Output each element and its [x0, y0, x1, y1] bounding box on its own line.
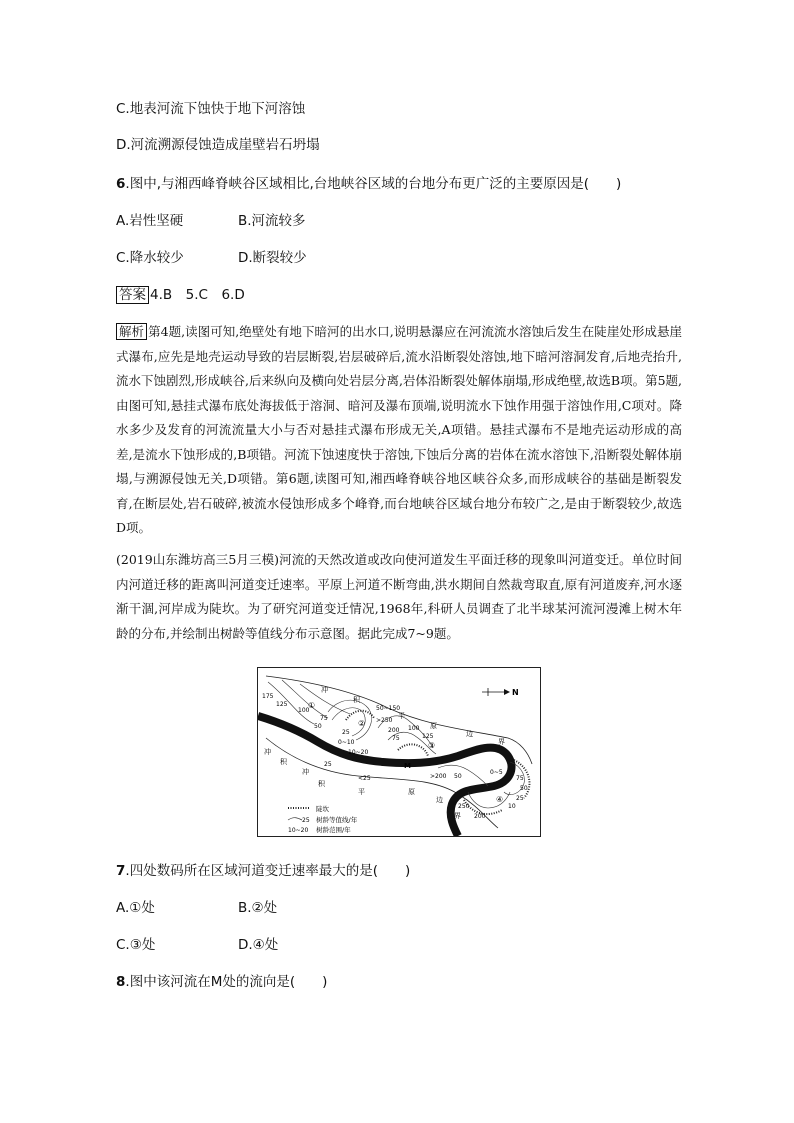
- label-25a: 25: [342, 729, 350, 736]
- answer-text: 4.B 5.C 6.D: [150, 287, 245, 303]
- question-6-number: 6: [116, 176, 126, 192]
- legend-iso-label: 树龄等值线/年: [316, 816, 358, 824]
- question-6-text: .图中,与湘西峰脊峡谷区域相比,台地峡谷区域的台地分布更广泛的主要原因是( ): [125, 176, 622, 192]
- analysis-text: 第4题,读图可知,绝壁处有地下暗河的出水口,说明悬瀑应在河流流水溶蚀后发生在陡崖处形成悬崖式瀑布,应先是地壳运动导致的岩层断裂,岩层破碎后,流水沿断裂处溶蚀,地下暗河溶洞发育,后地壳抬升,流水下蚀剧烈,形成峡谷,后来纵向及横向处岩层分离,岩体沿断裂处解体崩塌,形成绝壁,故选B项。第5题,由图可知,悬挂式瀑布底处海拔低于溶洞、暗河及瀑布顶端,说明流水下蚀作用强于溶蚀作用,C项对。降水多少及发育的河流流量大小与否对悬挂式瀑布形成无关,A项错。悬挂式瀑布不是地壳运动形成的高差,是流水下蚀形成的,B项错。河流下蚀速度快于溶蚀,下蚀后分离的岩体在流水溶蚀下,沿断裂处解体崩塌,与溯源侵蚀无关,D项错。第6题,读图可知,湘西峰脊峡谷地区峡谷众多,而形成峡谷的基础是断裂发育,在断层处,岩石破碎,被流水侵蚀形成多个峰脊,而台地峡谷区域台地分布较广之,是由于断裂较少,故选D项。: [116, 324, 682, 535]
- circle-1: ①: [308, 701, 316, 710]
- label-50c: 50: [520, 785, 528, 792]
- label-10-20: 10~20: [348, 749, 369, 756]
- q7-option-d: D.④处: [238, 937, 279, 953]
- region-bottom-3: 平: [358, 788, 365, 796]
- q7-option-c: C.③处: [116, 937, 156, 953]
- q7-options-row1: [116, 898, 278, 918]
- label-200a: 200: [388, 727, 400, 734]
- question-8: [116, 972, 327, 992]
- circle-2: ②: [358, 719, 366, 728]
- analysis-paragraph: [116, 320, 682, 541]
- legend-range-label: 树龄范围/年: [316, 826, 351, 834]
- label-50b: 50: [454, 773, 462, 780]
- option-c-prev: C.地表河流下蚀快于地下河溶蚀: [116, 101, 306, 117]
- legend-iso-value: 25: [302, 817, 310, 824]
- tree-age-isoline-map: [257, 667, 541, 837]
- legend-iso-symbol: [288, 818, 302, 820]
- escarpment: [398, 744, 428, 756]
- circle-4: ④: [496, 795, 504, 804]
- intro-paragraph: [116, 548, 682, 646]
- label-gt200: >200: [430, 773, 447, 780]
- question-7: [116, 861, 410, 881]
- q7-option-a: A.①处: [116, 900, 155, 916]
- region-bottom-2: 积: [318, 780, 325, 788]
- label-50-150: 50~150: [376, 705, 401, 712]
- region-bottom-1: 冲: [302, 768, 309, 776]
- q7-option-b: B.②处: [238, 900, 278, 916]
- region-top-6: 界: [498, 738, 505, 746]
- intro-text: (2019山东潍坊高三5月三模)河流的天然改道或改向使河道发生平面迁移的现象叫河道变迁。单位时间内河道迁移的距离叫河道变迁速率。平原上河道不断弯曲,洪水期间自然裁弯取直,原有河道废弃,河水逐渐干涸,河岸成为陡坎。为了研究河道变迁情况,1968年,科研人员调查了北半球某河流河漫滩上树木年龄的分布,并绘制出树龄等值线分布示意图。据此完成7~9题。: [116, 552, 682, 641]
- label-75b: 75: [392, 735, 400, 742]
- question-7-number: 7: [116, 863, 126, 879]
- q6-options-row2: [116, 248, 307, 268]
- label-100a: 100: [298, 707, 310, 714]
- region-left-2: 积: [280, 758, 287, 766]
- q7-options-row2: [116, 935, 279, 955]
- question-6: [116, 174, 621, 194]
- answer-tag: 答案: [116, 286, 149, 304]
- region-bottom-4: 原: [408, 788, 415, 796]
- label-100b: 100: [408, 725, 420, 732]
- label-75c: 75: [516, 775, 524, 782]
- label-gt250: >250: [376, 717, 393, 724]
- region-bottom-5: 边: [436, 796, 443, 804]
- circle-3: ③: [428, 741, 436, 750]
- question-8-number: 8: [116, 974, 126, 990]
- label-M: M: [404, 762, 411, 770]
- region-top-3: 平: [398, 712, 405, 720]
- question-7-text: .四处数码所在区域河道变迁速率最大的是( ): [125, 863, 411, 879]
- region-top-4: 原: [430, 722, 437, 730]
- legend-range-value: 10~20: [288, 827, 309, 834]
- north-label: N: [512, 688, 519, 697]
- label-50a: 50: [314, 723, 322, 730]
- q6-option-b: B.河流较多: [238, 213, 306, 229]
- label-25b: 25: [324, 761, 332, 768]
- label-175: 175: [262, 693, 274, 700]
- north-arrow-head: [504, 689, 510, 695]
- label-200: 200: [474, 813, 486, 820]
- label-125b: 125: [422, 733, 434, 740]
- q6-option-a: A.岩性坚硬: [116, 213, 184, 229]
- q6-options-row1: [116, 211, 306, 231]
- legend-escarp-label: 陡坎: [316, 805, 329, 813]
- label-125: 125: [276, 701, 288, 708]
- option-d-prev: D.河流溯源侵蚀造成崖壁岩石坍塌: [116, 137, 320, 153]
- label-10: 10: [508, 803, 516, 810]
- label-0-5: 0~5: [490, 769, 503, 776]
- label-0-10: 0~10: [338, 739, 355, 746]
- label-lt25: <25: [358, 775, 371, 782]
- region-top-5: 边: [466, 730, 473, 738]
- label-250: 250: [458, 803, 470, 810]
- q6-option-c: C.降水较少: [116, 250, 184, 266]
- region-bottom-6: 界: [454, 812, 461, 820]
- label-75a: 75: [320, 715, 328, 722]
- region-top-2: 积: [353, 696, 360, 704]
- question-8-text: .图中该河流在M处的流向是( ): [125, 974, 328, 990]
- q6-option-d: D.断裂较少: [238, 250, 307, 266]
- answer-line: [116, 285, 245, 305]
- analysis-tag: 解析: [116, 323, 147, 340]
- region-left-1: 冲: [264, 748, 271, 756]
- region-top-1: 冲: [321, 686, 328, 694]
- label-25c: 25: [516, 795, 524, 802]
